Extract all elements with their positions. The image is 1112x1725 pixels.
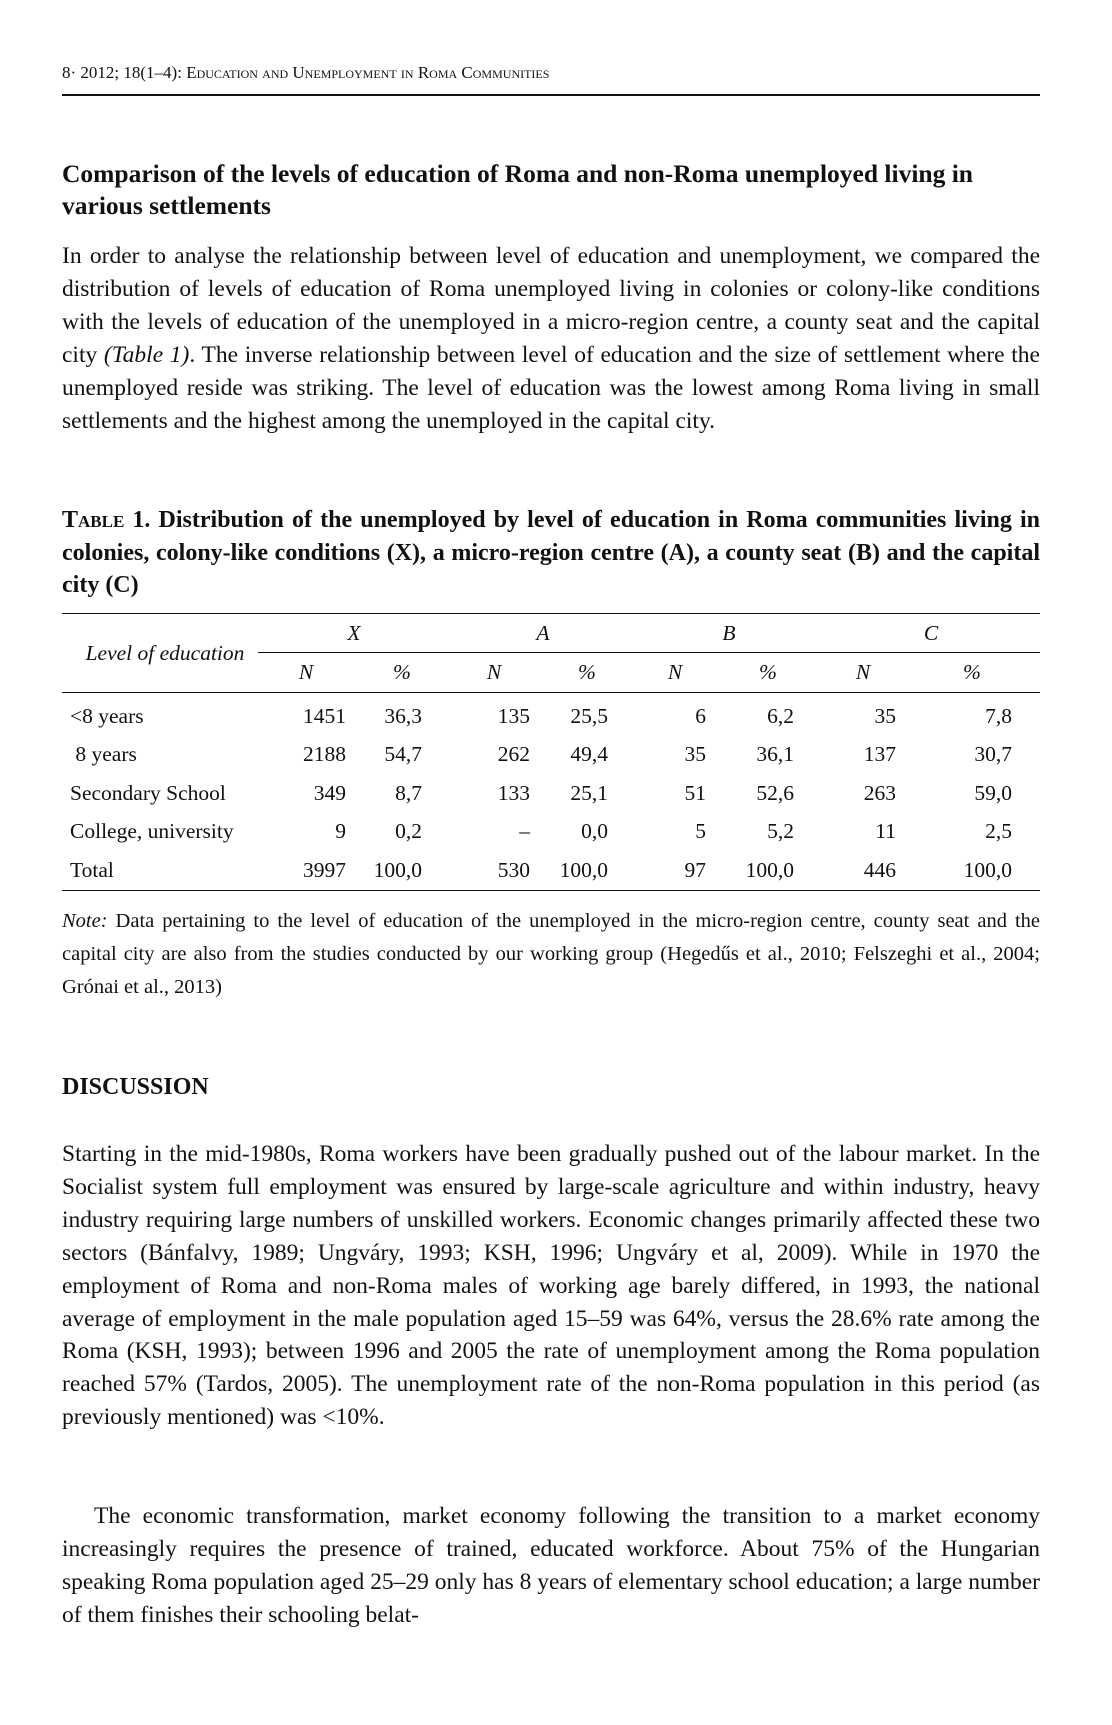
row-label: <8 years — [70, 703, 144, 728]
sub-header-n: N — [822, 653, 904, 693]
cell-value: 263 — [863, 780, 896, 805]
cell-value: 49,4 — [570, 742, 608, 767]
cell-value: 3997 — [303, 857, 346, 882]
group-header: A — [450, 614, 636, 653]
cell-value: 0,2 — [395, 819, 422, 844]
cell-value: 36,3 — [384, 703, 422, 728]
cell-value: 5 — [695, 819, 706, 844]
cell-value: 2188 — [303, 742, 346, 767]
cell-value: 5,2 — [767, 819, 794, 844]
cell-value: 349 — [313, 780, 346, 805]
discussion-paragraph-1: Starting in the mid-1980s, Roma workers have been gradually pushed out of the labour market. In the Socialist system full employment was ensured by large-scale agriculture and within industry, heavy industry requiring large numbers of unskilled workers. Economic changes primarily affected these two sectors (Bánfalvy, 1989; Ungváry, 1993; KSH, 1996; Ungváry et al, 2009). While in 1970 the employment of Roma and non-Roma males of working age barely differed, in 1993, the national average of employment in the male population aged 15–59 was 64%, versus the 28.6% rate among the Roma (KSH, 1993); between 1996 and 2005 the rate of unemployment among the Roma population reached 57% (Tardos, 2005). The unemployment rate of the non-Roma population in this period (as previously mentioned) was <10%. — [62, 1141, 1040, 1431]
cell-value: – — [519, 819, 530, 844]
table-caption-text: Distribution of the unemployed by level of education in Roma communities living in colonies, colony-like conditions (X), a micro-region centre (A), a county seat (B) and the capital city (C) — [62, 507, 1040, 598]
row-label: College, university — [70, 819, 234, 844]
table-row — [62, 736, 1040, 775]
cell-value: 51 — [684, 780, 706, 805]
cell-value: 8,7 — [395, 780, 422, 805]
journal-title: Education and Unemployment in Roma Communities — [186, 63, 550, 82]
cell-value: 100,0 — [963, 857, 1012, 882]
intro-paragraph — [62, 240, 1040, 437]
cell-value: 25,5 — [570, 703, 608, 728]
cell-value: 11 — [875, 819, 896, 844]
sub-header-pct: % — [538, 653, 636, 693]
cell-value: 2,5 — [985, 819, 1012, 844]
sub-header-pct: % — [354, 653, 450, 693]
cell-value: 36,1 — [756, 742, 794, 767]
cell-value: 35 — [684, 742, 706, 767]
table-reference: (Table 1) — [103, 341, 190, 368]
sub-header-pct: % — [714, 653, 822, 693]
row-label: Total — [70, 857, 114, 882]
cell-value: 6,2 — [767, 703, 794, 728]
table-row — [62, 774, 1040, 813]
sub-header-n: N — [258, 653, 354, 693]
cell-value: 137 — [863, 742, 896, 767]
intro-text-2: . The inverse relationship between level of education and the size of settlement where the unemployed reside was striking. The level of education was the lowest among Roma living in small settlements and the highest among the unemployed in the capital city. — [62, 341, 1040, 434]
sub-header-n: N — [450, 653, 538, 693]
section-title: Comparison of the levels of education of Roma and non-Roma unemployed living in various settlements — [62, 159, 973, 220]
cell-value: 30,7 — [974, 742, 1012, 767]
cell-value: 0,0 — [581, 819, 608, 844]
cell-value: 1451 — [303, 703, 346, 728]
group-header: B — [636, 614, 822, 653]
cell-value: 9 — [335, 819, 346, 844]
cell-value: 262 — [497, 742, 530, 767]
page-number: 8 — [62, 63, 71, 82]
cell-value: 6 — [695, 703, 706, 728]
table-row-total — [62, 851, 1040, 890]
cell-value: 35 — [874, 703, 896, 728]
cell-value: 100,0 — [559, 857, 608, 882]
group-header: C — [822, 614, 1040, 653]
row-label: 8 years — [70, 742, 137, 767]
cell-value: 446 — [863, 857, 896, 882]
cell-value: 133 — [497, 780, 530, 805]
cell-value: 59,0 — [974, 780, 1012, 805]
note-text: Data pertaining to the level of education of the unemployed in the micro-region centre, county seat and the capital city are also from the studies conducted by our working group (Hegedűs et al., 2010; Felszeghi et al., 2004; Grónai et al., 2013) — [62, 910, 1040, 998]
group-header: X — [258, 614, 450, 653]
cell-value: 135 — [497, 703, 530, 728]
sub-header-pct: % — [904, 653, 1040, 693]
cell-value: 54,7 — [384, 742, 422, 767]
discussion-paragraph-2: The economic transformation, market economy following the transition to a market economy increasingly requires the presence of trained, educated workforce. About 75% of the Hungarian speaking Roma population aged 25–29 only has 8 years of elementary school education; a large number of them finishes their schooling belat- — [62, 1503, 1040, 1628]
cell-value: 100,0 — [745, 857, 794, 882]
table-label: Table 1. — [62, 507, 151, 533]
row-label: Secondary School — [70, 780, 226, 805]
cell-value: 100,0 — [373, 857, 422, 882]
citation: · 2012; 18(1–4): — [70, 63, 187, 82]
discussion-title: DISCUSSION — [62, 1074, 209, 1100]
note-label: Note: — [62, 910, 108, 932]
sub-header-n: N — [636, 653, 714, 693]
table-row — [62, 693, 1040, 736]
cell-value: 52,6 — [756, 780, 794, 805]
cell-value: 7,8 — [985, 703, 1012, 728]
education-table — [62, 613, 1040, 891]
running-head — [62, 62, 1040, 96]
cell-value: 530 — [497, 857, 530, 882]
cell-value: 97 — [684, 857, 706, 882]
intro-text-1: In order to analyse the relationship between level of education and unemployment, we compared the distribution of levels of education of Roma unemployed living in colonies or colony-like conditions with the levels of education of the unemployed in a micro-region centre, a county seat and the capital city — [62, 243, 1040, 368]
row-header: Level of education — [62, 614, 258, 693]
table-note — [62, 905, 1040, 1004]
cell-value: 25,1 — [570, 780, 608, 805]
table-caption — [62, 504, 1040, 602]
table-row — [62, 813, 1040, 852]
